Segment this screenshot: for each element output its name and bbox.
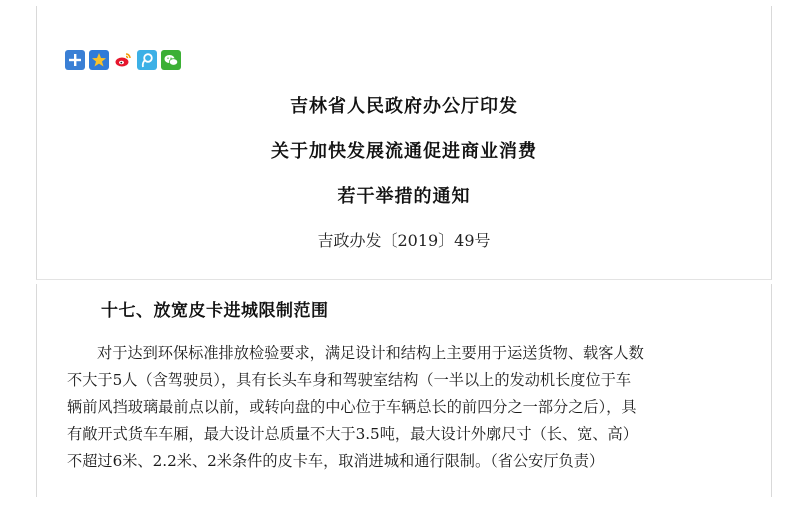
issuer-line: 吉林省人民政府办公厅印发	[290, 96, 518, 117]
document-number: 吉政办发〔2019〕49号	[317, 231, 491, 250]
tencent-weibo-icon[interactable]	[137, 50, 157, 70]
share-toolbar	[65, 50, 181, 70]
section-paragraph	[67, 340, 743, 475]
weibo-icon[interactable]	[113, 50, 133, 70]
paragraph-line: 不超过6米、2.2米、2米条件的皮卡车，取消进城和通行限制。（省公安厅负责）	[67, 452, 605, 470]
wechat-icon[interactable]	[161, 50, 181, 70]
paragraph-line: 辆前风挡玻璃最前点以前，或转向盘的中心位于车辆总长的前四分之一部分之后），具	[67, 398, 637, 416]
paragraph-line: 有敞开式货车车厢，最大设计总质量不大于3.5吨，最大设计外廓尺寸（长、宽、高）	[67, 425, 638, 443]
document-body-panel	[36, 284, 772, 497]
qzone-star-icon[interactable]	[89, 50, 109, 70]
document-header-panel	[36, 6, 772, 280]
paragraph-line: 不大于5人（含驾驶员），具有长头车身和驾驶室结构（一半以上的发动机长度位于车	[67, 371, 632, 389]
document-title-line-2: 若干举措的通知	[337, 186, 471, 207]
paragraph-line: 对于达到环保标准排放检验要求，满足设计和结构上主要用于运送货物、载客人数	[97, 344, 644, 362]
plus-share-icon[interactable]	[65, 50, 85, 70]
document-title-line-1: 关于加快发展流通促进商业消费	[271, 141, 537, 162]
section-heading: 十七、放宽皮卡进城限制范围	[101, 301, 329, 321]
